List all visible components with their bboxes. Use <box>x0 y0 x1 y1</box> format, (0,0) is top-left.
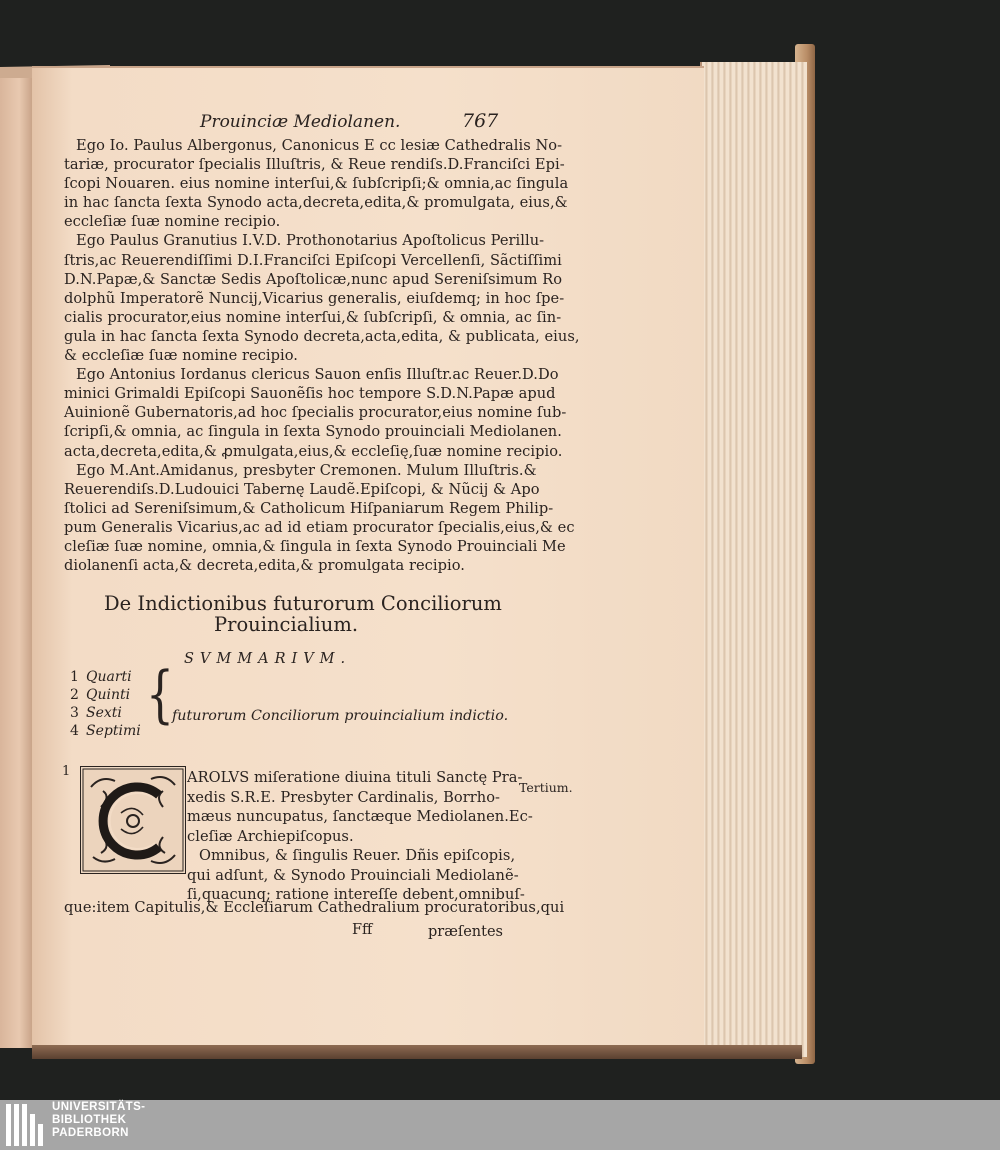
text-line: ſcopi Nouaren. eius nomine interſui,& ſubſcripſi;& omnia,ac ſingula <box>64 175 569 193</box>
summary-item <box>70 668 141 686</box>
text-line: Auinionẽ Gubernatoris,ad hoc ſpecialis procurator,eius nomine ſub- <box>64 404 567 422</box>
book-bottom-edge <box>32 1045 802 1059</box>
logo-line: PADERBORN <box>52 1127 129 1139</box>
text-line: in hac ſancta ſexta Synodo acta,decreta,edita,& promulgata, eius,& <box>64 194 568 212</box>
text-line: xedis S.R.E. Presbyter Cardinalis, Borrho- <box>187 788 501 806</box>
summary-list <box>70 668 141 740</box>
summarium-label: SVMMARIVM. <box>184 651 352 667</box>
text-line: tariæ, procurator ſpecialis Illuſtris, & Reue rendiſs.D.Franciſci Epi- <box>64 156 565 174</box>
summary-item-label: Quinti <box>86 687 131 703</box>
text-line: diolanenſi acta,& decreta,edita,& promulgata recipio. <box>64 557 465 575</box>
library-logo-icon <box>6 1104 46 1146</box>
summary-item-label: Sexti <box>86 705 122 721</box>
page-block-edge <box>700 62 807 1057</box>
text-line: ſtris,ac Reuerendiſſimi D.I.Franciſci Epiſcopi Vercellenſi, Sãctiſſimi <box>64 251 562 269</box>
logo-line: BIBLIOTHEK <box>52 1114 127 1126</box>
text-line: ſcripſi,& omnia, ac ſingula in ſexta Synodo prouinciali Mediolanen. <box>64 423 562 441</box>
signature-mark: Fff <box>352 922 373 938</box>
summary-item <box>70 686 141 704</box>
text-line: ſtolici ad Sereniſsimum,& Catholicum Hiſpaniarum Regem Philip- <box>64 499 554 517</box>
logo-line: UNIVERSITÄTS- <box>52 1101 146 1113</box>
summary-item <box>70 722 141 740</box>
summary-item-number: 3 <box>70 705 79 721</box>
text-line: mæus nuncupatus, ſanctæque Mediolanen.Ec- <box>187 808 533 825</box>
text-line: acta,decreta,edita,& ꝓmulgata,eius,& eccleſię,ſuæ nomine recipio. <box>64 442 563 460</box>
left-page-edge <box>0 78 33 1048</box>
catchword: præſentes <box>428 924 503 940</box>
text-line: & eccleſiæ ſuæ nomine recipio. <box>64 347 298 365</box>
text-line: Ego Antonius Iordanus clericus Sauon enſis Illuſtr.ac Reuer.D.Do <box>76 366 559 384</box>
library-logo-text <box>52 1101 145 1140</box>
decorated-initial-c-icon <box>80 766 186 874</box>
section-heading-line2: Prouincialium. <box>214 613 359 636</box>
summary-item-number: 4 <box>70 723 79 739</box>
summary-item-label: Quarti <box>86 669 132 685</box>
body-text <box>64 136 580 575</box>
margin-number: 1 <box>62 764 71 779</box>
text-line: Omnibus, & ſingulis Reuer. Dñis epiſcopis, <box>199 847 516 864</box>
text-line: AROLVS miſeratione diuina tituli Sanctę Pra- <box>187 769 523 786</box>
text-line: D.N.Papæ,& Sanctæ Sedis Apoſtolicæ,nunc apud Sereniſsimum Ro <box>64 270 563 288</box>
text-line: eccleſiæ ſuæ nomine recipio. <box>64 213 281 231</box>
summary-brace-text: futurorum Conciliorum prouincialium indictio. <box>172 708 509 724</box>
running-title: Prouinciæ Mediolanen. <box>200 112 401 132</box>
text-line: cialis procurator,eius nomine interſui,& ſubſcripſi, & omnia, ac ſin- <box>64 308 562 326</box>
text-line: ſi,quacunq; ratione intereſſe debent,omnibuſ- <box>187 886 525 903</box>
text-line: minici Grimaldi Epiſcopi Sauonẽſis hoc tempore S.D.N.Papæ apud <box>64 385 556 403</box>
summary-item <box>70 704 141 722</box>
summary-item-number: 2 <box>70 687 79 703</box>
text-line: Ego Io. Paulus Albergonus, Canonicus E cc lesiæ Cathedralis No- <box>76 137 563 154</box>
footer-bar <box>0 1100 1000 1150</box>
text-line: dolphũ Imperatorẽ Nuncij,Vicarius generalis, eiuſdemq; in hoc ſpe- <box>64 289 565 307</box>
summary-item-label: Septimi <box>86 723 141 739</box>
section-heading: De Indictionibus futurorum Conciliorum <box>104 592 502 615</box>
page-number: 767 <box>462 110 499 132</box>
text-line: pum Generalis Vicarius,ac ad id etiam procurator ſpecialis,eius,& ec <box>64 518 575 536</box>
text-line: que:item Capitulis,& Eccleſiarum Cathedralium procuratoribus,qui <box>64 899 565 916</box>
text-line: cleſiæ Archiepiſcopus. <box>187 827 354 845</box>
text-line: Ego Paulus Granutius I.V.D. Prothonotarius Apoſtolicus Perillu- <box>76 232 545 250</box>
text-line: Reuerendiſs.D.Ludouici Tabernę Laudẽ.Epiſcopi, & Nũcij & Apo <box>64 480 540 498</box>
text-line: Ego M.Ant.Amidanus, presbyter Cremonen. Mulum Illuſtris.& <box>76 461 537 479</box>
text-line: cleſiæ ſuæ nomine, omnia,& ſingula in ſexta Synodo Prouinciali Me <box>64 537 566 555</box>
summary-item-number: 1 <box>70 669 79 685</box>
text-line: qui adſunt, & Synodo Prouinciali Mediolanẽ- <box>187 866 519 884</box>
charter-paragraph <box>187 768 533 905</box>
text-line: gula in hac ſancta ſexta Synodo decreta,acta,edita, & publicata, eius, <box>64 327 580 345</box>
marginal-note: Tertium. <box>519 780 573 795</box>
curly-brace-icon: { <box>146 659 174 731</box>
